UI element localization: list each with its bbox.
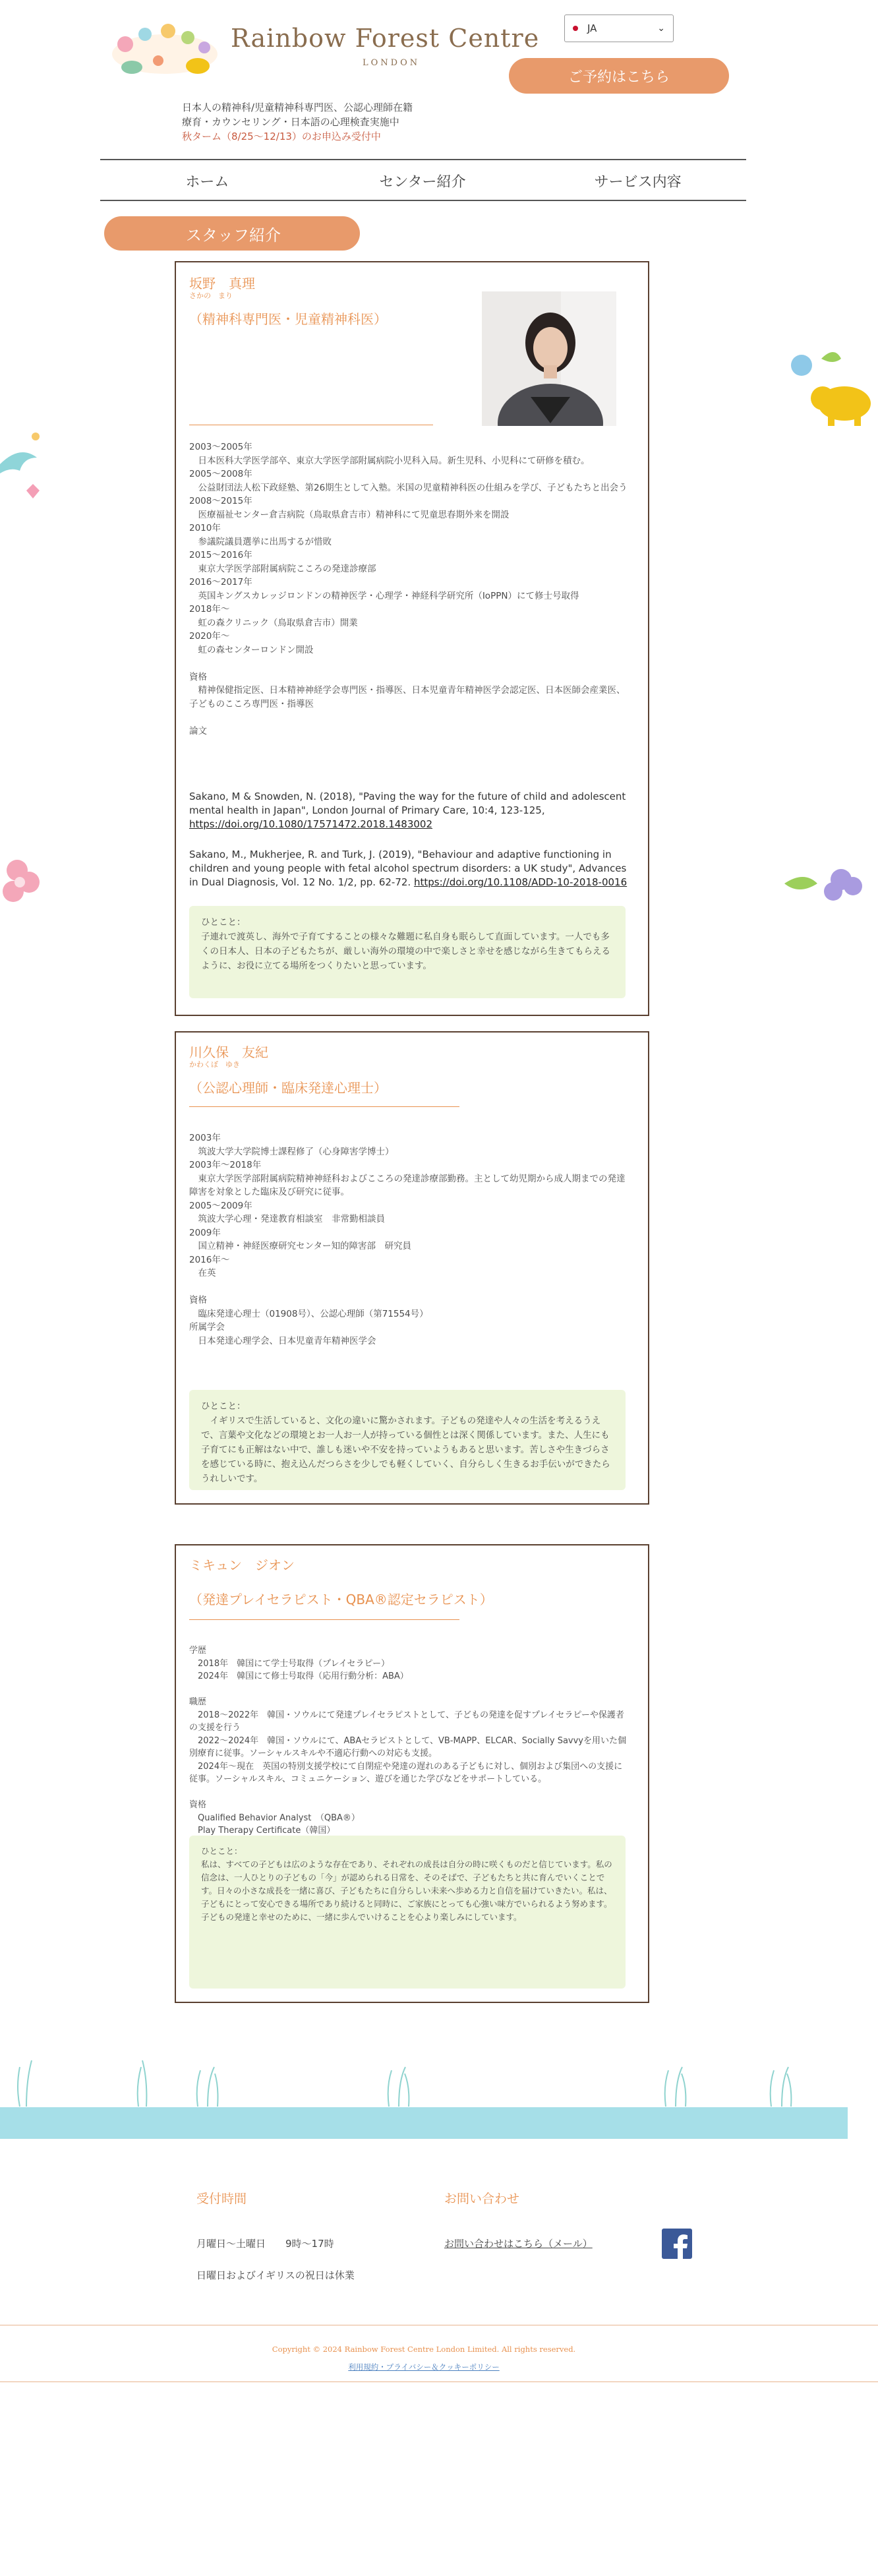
facebook-icon[interactable]: [662, 2229, 692, 2259]
staff-comment: ひとこと： イギリスで生活していると、文化の違いに驚かされます。子どもの発達や人々の生活を考えるうえで、言葉や文化などの環境とお一人お一人が持っている個性とは深く関係しています。また、人生にも子育てにも正解はない中で、誰しも迷いや不安を持っていようもあると思います。苦しさや生きづらさを感じている時に、抱え込んだつらさを少しでも軽くしていく、自分らしく生きるお手伝いができたらうれしいです。: [189, 1390, 626, 1490]
hours-weekday: 月曜日〜土曜日 9時〜17時: [196, 2238, 334, 2250]
dolphin-illustration: [0, 425, 53, 510]
staff-card-jeon: [175, 1544, 649, 2003]
staff-card-sakano: [175, 261, 649, 1016]
staff-name: ミキュン ジオン: [189, 1557, 295, 1573]
contact-heading: お問い合わせ: [444, 2192, 520, 2206]
title-divider: [189, 1106, 459, 1107]
staff-name-kana: さかの まり: [189, 291, 233, 300]
header-info: [182, 100, 413, 144]
grass-illustration: [0, 2044, 848, 2110]
nav-bottom-border: [100, 200, 746, 201]
hours-heading: 受付時間: [196, 2192, 247, 2206]
language-selector[interactable]: [564, 15, 674, 42]
publication-2: [189, 848, 628, 889]
contact-email-link[interactable]: お問い合わせはこちら（メール）: [444, 2238, 593, 2250]
flower-illustration: [0, 851, 53, 923]
staff-comment: ひとこと： 私は、すべての子どもは広のような存在であり、それぞれの成長は自分の時に咲くものだと信じています。私の信念は、一人ひとりの子どもの「今」が認められる日常を、そのそばで、子どもたちと共に育んでいくことです。日々の小さな成長を一緒に喜び、子どもたちに自分らしい未来へ歩める力と自信を届けていきたい。私は、子どもにとって安心できる場所であり続けると同時に、ご家族にとっても心強い味方でいられるよう努めます。子どもの発達と幸せのために、一緒に歩んでいけることを心より楽しみにしています。: [189, 1836, 626, 1989]
publication-1-text: Sakano, M & Snowden, N. (2018), "Paving the way for the future of child and adolescent mental health in Japan", London Journal of Primary Care, 10:4, 123-125,: [189, 791, 629, 816]
staff-title: （公認心理師・臨床発達心理士）: [189, 1080, 387, 1096]
staff-title: （精神科専門医・児童精神科医）: [189, 311, 387, 327]
language-label: JA: [587, 22, 597, 34]
staff-comment: ひとこと： 子連れで渡英し、海外で子育てすることの様々な難題に私自身も眠らして直面しています。一人でも多くの日本人、日本の子どもたちが、厳しい海外の環境の中で楽しさと幸せを感じながら生きてもらえるように、お役に立てる場所をつくりたいと思っています。: [189, 906, 626, 998]
brand-name[interactable]: Rainbow Forest Centre: [231, 24, 540, 53]
copyright: Copyright © 2024 Rainbow Forest Centre London Limited. All rights reserved.: [272, 2345, 576, 2354]
nav-top-border: [100, 159, 746, 160]
nav-item-home[interactable]: ホーム: [100, 161, 316, 200]
leaf-flower-illustration: [784, 857, 870, 916]
elephant-illustration: [782, 345, 878, 431]
staff-photo: [482, 291, 616, 426]
hours-closed: 日曜日およびイギリスの祝日は休業: [196, 2269, 355, 2281]
staff-card-kawakubo: [175, 1031, 649, 1505]
main-nav: [100, 161, 746, 200]
reserve-button[interactable]: ご予約はこちら: [509, 58, 729, 94]
publication-1-link[interactable]: https://doi.org/10.1080/17571472.2018.1483002: [189, 818, 433, 830]
nav-item-about[interactable]: センター紹介: [316, 161, 531, 200]
staff-career: 2003年 筑波大学大学院博士課程修了（心身障害学博士） 2003年〜2018年 東京大学医学部附属病院精神神経科およびこころの発達診療部勤務。主として幼児期から成人期までの発達障害を対象とした臨床及び研究に従事。 2005〜2009年 筑波大学心理・発達教育相談室 非常勤相談員 2009年 国立精神・神経医療研究センター知的障害部 研究員 2016年〜 在英 資格 臨床発達心理士（01908号）、公認心理師（第71554号） 所属学会 日本発達心理学会、日本児童青年精神医学会: [189, 1133, 626, 1346]
section-staff-button[interactable]: スタッフ紹介: [104, 216, 360, 251]
japan-flag-icon: [573, 26, 578, 31]
staff-career: 2003〜2005年 日本医科大学医学部卒、東京大学医学部附属病院小児科入局。新生児科、小児科にて研修を積む。 2005〜2008年 公益財団法人松下政経塾、第26期生として入塾。米国の児童精神科医の仕組みを学び、子どもたちと出会う 2008〜2015年 医療福祉センター倉吉病院（鳥取県倉吉市）精神科にて児童思春期外来を開設 2010年 参議院議員選挙に出馬するが惜敗 2015〜2016年 東京大学医学部附属病院こころの発達診療部 2016〜2017年 英国キングスカレッジロンドンの精神医学・心理学・神経科学研究所（IoPPN）にて修士号取得 2018年〜 虹の森クリニック（鳥取県倉吉市）開業 2020年〜 虹の森センターロンドン開設 資格 精神保健指定医、日本精神神経学会専門医・指導医、日本児童青年精神医学会認定医、日本医師会産業医、子どものこころ専門医・指導医 論文: [189, 442, 628, 736]
header-line-2: 療育・カウンセリング・日本語の心理検査実施中: [182, 116, 399, 128]
staff-name: 川久保 友紀: [189, 1044, 268, 1060]
brand-subtitle: LONDON: [363, 58, 421, 68]
legal-links[interactable]: 利用規約・プライバシー＆クッキーポリシー: [348, 2362, 500, 2372]
staff-title: （発達プレイセラピスト・QBA®認定セラピスト）: [189, 1592, 493, 1607]
staff-career: 学歴 2018年 韓国にて学士号取得（プレイセラピー） 2024年 韓国にて修士号取得（応用行動分析：ABA） 職歴 2018〜2022年 韓国・ソウルにて発達プレイセラピストとして、子どもの発達を促すプレイセラピーや保護者の支援を行う 2022〜2024年 韓国・ソウルにて、ABAセラピストとして、VB-MAPP、ELCAR、Socially Savvyを用いた個別療育に従事。ソーシャルスキルや不適応行動への対応も支援。 2024年〜現在 英国の特別支援学校にて自閉症や発達の遅れのある子どもに対し、個別および集団への支援に従事。ソーシャルスキル、コミュニケーション、遊びを通じた学びなどをサポートしている。 資格 Qualified Behavior Analyst （QBA®） Play Therapy Certificate（韓国）: [189, 1646, 626, 1836]
nav-item-services[interactable]: サービス内容: [531, 161, 746, 200]
footer-wave-band: [0, 2107, 848, 2139]
staff-name-kana: かわくぼ ゆき: [189, 1060, 240, 1069]
publication-2-text: Sakano, M., Mukherjee, R. and Turk, J. (2019), "Behaviour and adaptive functioning in children and young people with fetal alcohol spectrum disorders: a UK study", Advances in Dual Diagnosis, Vol. 12 No. 1/2, pp. 62-72.: [189, 849, 630, 888]
publication-1: [189, 790, 628, 831]
header-line-3: 秋ターム（8/25〜12/13）のお申込み受付中: [182, 131, 381, 142]
title-divider: [189, 1619, 459, 1620]
logo-illustration[interactable]: [105, 15, 224, 80]
footer-divider-bottom: [0, 2381, 878, 2382]
header-line-1: 日本人の精神科/児童精神科専門医、公認心理師在籍: [182, 102, 413, 113]
publication-2-link[interactable]: https://doi.org/10.1108/ADD-10-2018-0016: [413, 876, 628, 888]
staff-name: 坂野 真理: [189, 276, 255, 291]
chevron-down-icon: ⌄: [657, 23, 665, 34]
